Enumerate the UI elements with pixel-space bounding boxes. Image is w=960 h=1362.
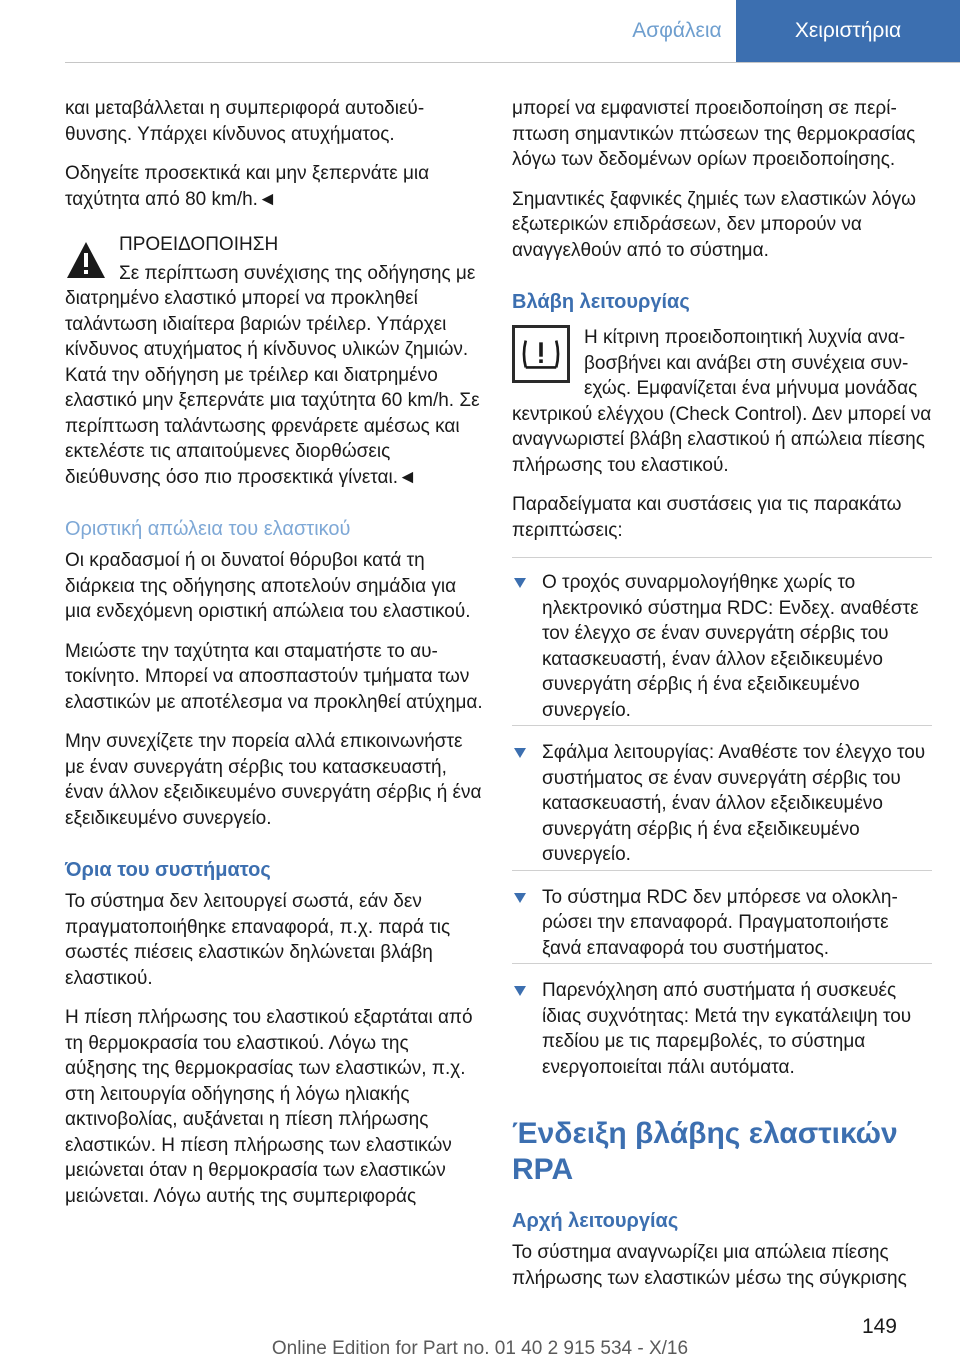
section-heading-principle: Αρχή λειτουργίας xyxy=(512,1210,679,1232)
warning-title: ΠΡΟΕΙΔΟΠΟΙΗΣΗ xyxy=(119,234,279,255)
header-divider xyxy=(65,62,960,63)
tire-pressure-warning-icon xyxy=(512,325,570,383)
paragraph: Μην συνεχίζετε την πορεία αλλά επικοινωνήστε με έναν συνεργάτη σέρβις του κατασκευαστή, έναν άλλον εξειδικευμένο συνεργάτη σέρβις ή ένα εξειδικευμένο συνεργείο. xyxy=(65,731,482,829)
right-column xyxy=(512,96,932,1305)
edition-footer: Online Edition for Part no. 01 40 2 915 534 - X/16 xyxy=(271,1338,689,1359)
left-column xyxy=(65,96,483,1223)
list-item: Σφάλμα λειτουργίας: Αναθέστε τον έλεγχο του συστήματος σε έναν συνεργάτη σέρβις του κατασκευαστή, έναν άλλον εξειδικευμένο συνεργάτη σέρβις ή ένα εξειδικευμένο συνεργείο. xyxy=(512,740,932,871)
divider xyxy=(512,557,932,558)
paragraph: Η πίεση πλήρωσης του ελαστικού εξαρτάται από τη θερμοκρασία του ελαστικού. Λόγω της αύξησης της θερμοκρασίας των ελαστικών, π.χ. στη λειτουργία οδήγησης ή λόγω ηλιακής ακτινοβολίας, αυξάνεται η πίεση πλήρωσης ελαστικών. Η πίεση πλήρωσης των ελαστικών μειώνεται όταν η θερμοκρασία των ελαστικών μειώνεται. Λόγω αυτής της συμπεριφοράς xyxy=(65,1007,473,1207)
section-heading-rpa: Ένδειξη βλάβης ελαστικών RPA xyxy=(512,1117,898,1186)
section-heading-system-limits: Όρια του συστήματος xyxy=(65,859,271,881)
paragraph: μπορεί να εμφανιστεί προειδοποίηση σε περίπτωση σημαντικών πτώσεων της θερμοκρασίας λόγω των δεδομένων ορίων προειδοποίησης. xyxy=(512,98,916,170)
page-number: 149 xyxy=(861,1315,897,1338)
tab-safety[interactable]: Ασφάλεια xyxy=(618,0,736,62)
paragraph: Το σύστημα δεν λειτουργεί σωστά, εάν δεν πραγματοποιήθηκε επαναφορά, π.χ. παρά τις σωστές πιέσεις ελαστικών δηλώνεται βλάβη ελαστικού. xyxy=(65,891,451,989)
section-heading-tire-loss: Οριστική απώλεια του ελαστικού xyxy=(65,518,351,540)
warning-triangle-icon xyxy=(65,240,107,280)
paragraph: Μειώστε την ταχύτητα και σταματήστε το αυτοκίνητο. Μπορεί να αποσπαστούν τμήματα των ελαστικών με αποτέλεσμα να προκληθεί ατύχημα. xyxy=(65,640,483,713)
recommendation-list xyxy=(512,570,932,1082)
paragraph: Οι κραδασμοί ή οι δυνατοί θόρυβοι κατά τη διάρκεια της οδήγησης αποτελούν σημάδια για μια ενδεχόμενη οριστική απώλεια του ελαστικού. xyxy=(65,550,471,622)
paragraph: Σημαντικές ξαφνικές ζημιές των ελαστικών λόγω εξωτερικών επιδράσεων, δεν μπορούν να αναγγελθούν από το σύστημα. xyxy=(512,188,916,261)
malfunction-text: Η κίτρινη προειδοποιητική λυχνία αναβοσβήνει και ανάβει στη συνέχεια συνεχώς. Εμφανίζεται ένα μήνυμα μονάδας κεντρικού ελέγχου (Check Control). Δεν μπορεί να αναγνωριστεί βλάβη ελαστικού ή απώλεια πίεσης πλήρωσης του ελαστικού. xyxy=(512,327,932,476)
list-item: Παρενόχληση από συστήματα ή συσκευές ίδιας συχνότητας: Μετά την εγκατάλειψη του πεδίου με τις παρεμβολές, το σύστημα ενεργοποιείται πάλι αυτόματα. xyxy=(512,978,932,1082)
paragraph: Το σύστημα αναγνωρίζει μια απώλεια πίεσης πλήρωσης των ελαστικών μέσω της σύγκρισης xyxy=(512,1242,907,1289)
tab-controls[interactable]: Χειριστήρια xyxy=(736,0,960,62)
header-tabs xyxy=(618,0,960,62)
malfunction-block xyxy=(512,325,932,478)
section-heading-malfunction: Βλάβη λειτουργίας xyxy=(512,291,690,313)
warning-block xyxy=(65,232,483,490)
paragraph: Οδηγείτε προσεκτικά και μην ξεπερνάτε μια ταχύτητα από 80 km/h.◄ xyxy=(65,163,430,210)
list-item: Το σύστημα RDC δεν μπόρεσε να ολοκληρώσει την επαναφορά. Πραγματοποιήστε ξανά επαναφορά του συστήματος. xyxy=(512,885,932,965)
list-item: Ο τροχός συναρμολογήθηκε χωρίς το ηλεκτρονικό σύστημα RDC: Ενδεχ. αναθέστε τον έλεγχο σε έναν συνεργάτη σέρβις του κατασκευαστή, έναν άλλον εξειδικευμένο συνεργάτη σέρβις ή ένα εξειδικευμένο συνεργείο. xyxy=(512,570,932,726)
warning-text: Σε περίπτωση συνέχισης της οδήγησης με διατρημένο ελαστικό μπορεί να προκληθεί ταλάντωση ιδιαίτερα βαριών τρέιλερ. Υπάρχει κίνδυνος ατυχήματος ή κίνδυνος υλικών ζημιών. Κατά την οδήγηση με τρέιλερ και διατρημένο ελαστικό μην ξεπερνάτε μια ταχύτητα 60 km/h. Σε περίπτωση ταλάντωσης φρενάρετε αμέσως και εκτελέστε τις απαιτούμενες διορθώσεις διεύθυνσης όσο πιο προσεκτικά γίνεται.◄ xyxy=(65,262,480,488)
paragraph: και μεταβάλλεται η συμπεριφορά αυτοδιεύθυνσης. Υπάρχει κίνδυνος ατυχήματος. xyxy=(65,98,425,145)
paragraph: Παραδείγματα και συστάσεις για τις παρακάτω περιπτώσεις: xyxy=(512,494,902,541)
